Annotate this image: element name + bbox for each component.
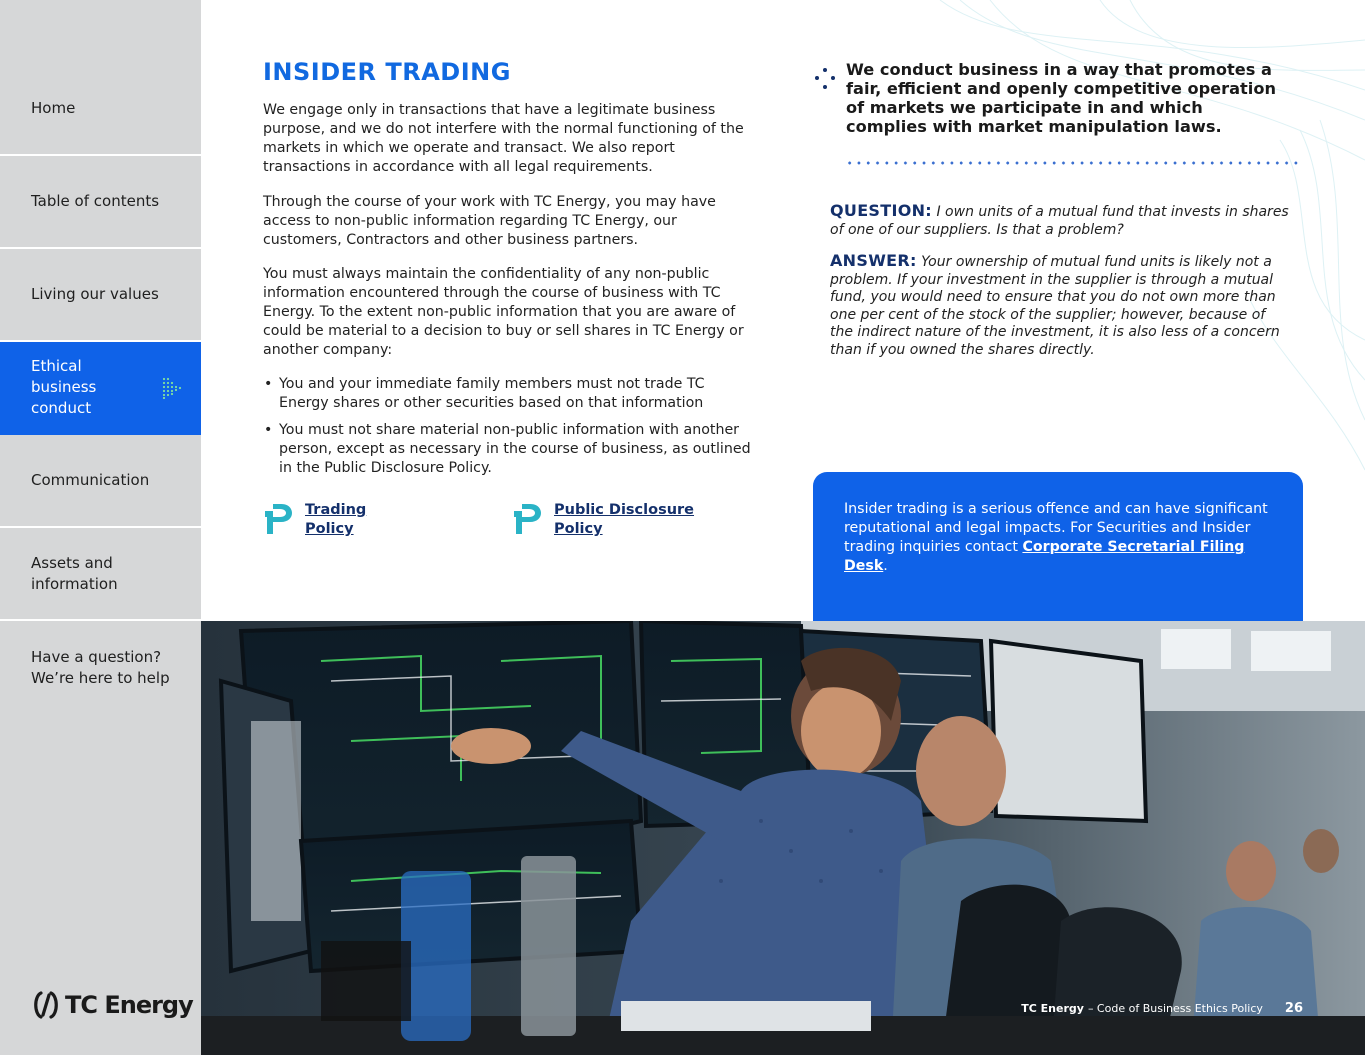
corporate-secretarial-filing-desk-link[interactable]: Corporate Secretarial Filing Desk (844, 539, 1245, 574)
sidebar-item-ethical-business-conduct[interactable] (0, 342, 201, 435)
sidebar-item-have-a-question[interactable] (0, 621, 201, 714)
callout-text: Insider trading is a serious offence and can have significant reputational and legal impacts. For Securities and Insider trading inquiries contact (844, 501, 1268, 555)
access-paragraph: Through the course of your work with TC Energy, you may have access to non-public information regarding TC Energy, our customers, Contractors and other business partners. (263, 194, 716, 248)
control-room-illustration (201, 621, 1365, 1055)
footer-brand: TC Energy (1021, 1002, 1084, 1015)
sidebar-item-table-of-contents[interactable] (0, 156, 201, 249)
sidebar-item-label: Have a question? We’re here to help (31, 647, 170, 687)
insider-trading-callout (813, 472, 1303, 632)
sidebar-item-label: Table of contents (31, 192, 160, 210)
public-disclosure-policy-link[interactable] (512, 501, 694, 539)
page-title: INSIDER TRADING (263, 58, 511, 86)
logo-text: TC Energy (65, 991, 193, 1019)
policy-p-icon (512, 501, 542, 535)
sidebar-item-label: Living our values (31, 285, 159, 303)
question-label: QUESTION: (830, 201, 933, 220)
sidebar-item-label: Communication (31, 471, 150, 489)
list-item: • You and your immediate family members must not trade TC Energy shares or other securities based on that information (263, 375, 753, 414)
footer-doc-title: – Code of Business Ethics Policy (1087, 1002, 1263, 1015)
rules-list (263, 375, 753, 485)
list-item: • You must not share material non-public information with another person, except as necessary in the course of business, as outlined in the Public Disclosure Policy. (263, 421, 753, 479)
callout-end: . (883, 558, 888, 574)
trading-policy-link[interactable] (263, 501, 375, 539)
sidebar-item-communication[interactable] (0, 435, 201, 528)
sidebar-item-living-our-values[interactable] (0, 249, 201, 342)
tc-energy-mark-icon (31, 990, 61, 1020)
control-room-photo (201, 621, 1365, 1055)
sidebar (0, 0, 201, 1055)
answer-text: Your ownership of mutual fund units is likely not a problem. If your investment in the supplier is through a mutual fund, you would need to ensure that you do not own more than one per cent of the stock of the supplier; however, because of the indirect nature of the investment, it is also less of a concern than if you owned the shares directly. (830, 254, 1280, 358)
sidebar-item-home[interactable] (0, 63, 201, 156)
trading-policy-label[interactable]: Trading Policy (305, 502, 367, 537)
page-number: 26 (1284, 1001, 1303, 1016)
question-text: I own units of a mutual fund that invests in shares of one of our suppliers. Is that a problem? (830, 204, 1289, 238)
question-block (830, 202, 1292, 239)
sidebar-item-label: Home (31, 99, 76, 117)
sidebar-item-assets-and-information[interactable] (0, 528, 201, 621)
confidentiality-paragraph: You must always maintain the confidentiality of any non-public information encountered through the course of business with TC Energy. To the extent non-public information that you are aware of could be material to a decision to buy or sell shares in TC Energy or another company: (263, 266, 744, 358)
tc-energy-logo (31, 990, 193, 1020)
public-disclosure-policy-label[interactable]: Public Disclosure Policy (554, 502, 695, 537)
dotted-arrow-icon (161, 377, 183, 399)
answer-block (830, 252, 1292, 359)
sidebar-item-label: Assets and information (31, 553, 118, 593)
policy-p-icon (263, 501, 293, 535)
sidebar-item-label: Ethical business conduct (31, 357, 97, 417)
pull-quote: We conduct business in a way that promotes a fair, efficient and openly competitive operation of markets we participate in and which complies with market manipulation laws. (846, 60, 1276, 136)
answer-label: ANSWER: (830, 251, 917, 270)
page-footer (1021, 1001, 1303, 1016)
dotted-divider (845, 161, 1303, 165)
quote-dots-icon (814, 67, 838, 93)
intro-paragraph: We engage only in transactions that have a legitimate business purpose, and we do not interfere with the normal functioning of the markets in which we operate and transact. We also report transactions in accordance with all legal requirements. (263, 102, 744, 175)
